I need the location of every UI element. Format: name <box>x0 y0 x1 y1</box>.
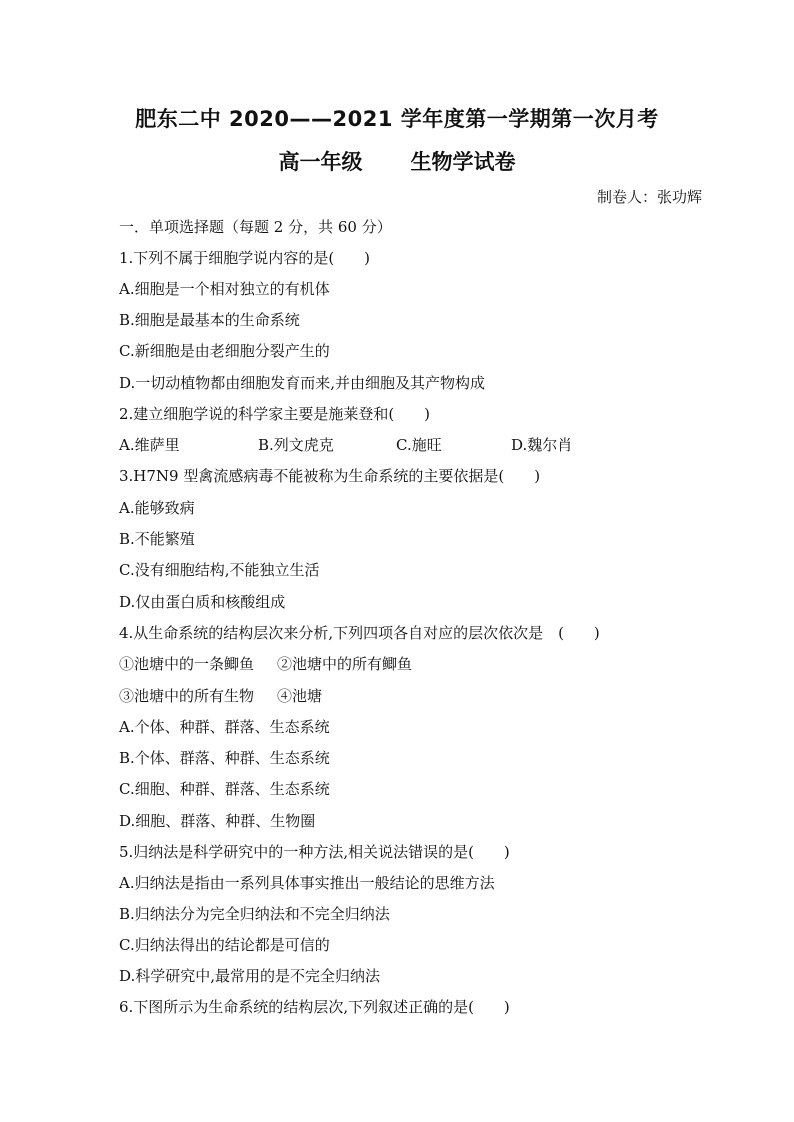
question-4-option-c: C.细胞、种群、群落、生态系统 <box>119 780 330 798</box>
question-3-stem: 3.H7N9 型禽流感病毒不能被称为生命系统的主要依据是( ) <box>119 467 541 485</box>
subject-label: 生物学试卷 <box>410 150 516 174</box>
question-4-item-1: ①池塘中的一条鲫鱼 <box>119 655 255 673</box>
question-2-option-a: A.维萨里 <box>119 436 180 454</box>
question-2-option-c: C.施旺 <box>396 436 442 454</box>
question-5-option-d: D.科学研究中,最常用的是不完全归纳法 <box>119 967 381 985</box>
question-5-option-b: B.归纳法分为完全归纳法和不完全归纳法 <box>119 905 390 923</box>
exam-subtitle <box>0 146 794 176</box>
grade-label: 高一年级 <box>278 150 363 174</box>
question-4-item-4: ④池塘 <box>277 687 323 705</box>
question-6-stem: 6.下图所示为生命系统的结构层次,下列叙述正确的是( ) <box>119 998 510 1016</box>
question-1-stem: 1.下列不属于细胞学说内容的是( ) <box>119 249 371 267</box>
question-4-stem: 4.从生命系统的结构层次来分析,下列四项各自对应的层次依次是 ( ) <box>119 624 600 642</box>
question-4-option-a: A.个体、种群、群落、生态系统 <box>119 718 330 736</box>
question-2-stem: 2.建立细胞学说的科学家主要是施莱登和( ) <box>119 405 431 423</box>
question-3-option-a: A.能够致病 <box>119 499 195 517</box>
question-3-option-b: B.不能繁殖 <box>119 530 195 548</box>
question-1-option-c: C.新细胞是由老细胞分裂产生的 <box>119 342 330 360</box>
question-4-items-row-2 <box>119 686 322 706</box>
question-5-option-a: A.归纳法是指由一系列具体事实推出一般结论的思维方法 <box>119 874 495 892</box>
exam-title: 肥东二中 2020——2021 学年度第一学期第一次月考 <box>135 107 659 131</box>
section-heading: 一．单项选择题（每题 2 分，共 60 分） <box>119 218 392 236</box>
question-2-option-d: D.魏尔肖 <box>511 436 573 454</box>
question-2-options <box>119 435 572 455</box>
question-1-option-b: B.细胞是最基本的生命系统 <box>119 311 300 329</box>
question-4-item-2: ②池塘中的所有鲫鱼 <box>277 655 413 673</box>
question-5-stem: 5.归纳法是科学研究中的一种方法,相关说法错误的是( ) <box>119 843 510 861</box>
question-2-option-b: B.列文虎克 <box>258 436 334 454</box>
author-line: 制卷人：张功辉 <box>596 188 702 206</box>
question-1-option-a: A.细胞是一个相对独立的有机体 <box>119 280 330 298</box>
question-5-option-c: C.归纳法得出的结论都是可信的 <box>119 936 330 954</box>
question-3-option-c: C.没有细胞结构,不能独立生活 <box>119 561 320 579</box>
question-4-option-d: D.细胞、群落、种群、生物圈 <box>119 812 316 830</box>
question-4-item-3: ③池塘中的所有生物 <box>119 687 255 705</box>
question-4-option-b: B.个体、群落、种群、生态系统 <box>119 749 330 767</box>
question-4-items-row-1 <box>119 654 412 674</box>
question-3-option-d: D.仅由蛋白质和核酸组成 <box>119 593 286 611</box>
question-1-option-d: D.一切动植物都由细胞发育而来,并由细胞及其产物构成 <box>119 374 486 392</box>
